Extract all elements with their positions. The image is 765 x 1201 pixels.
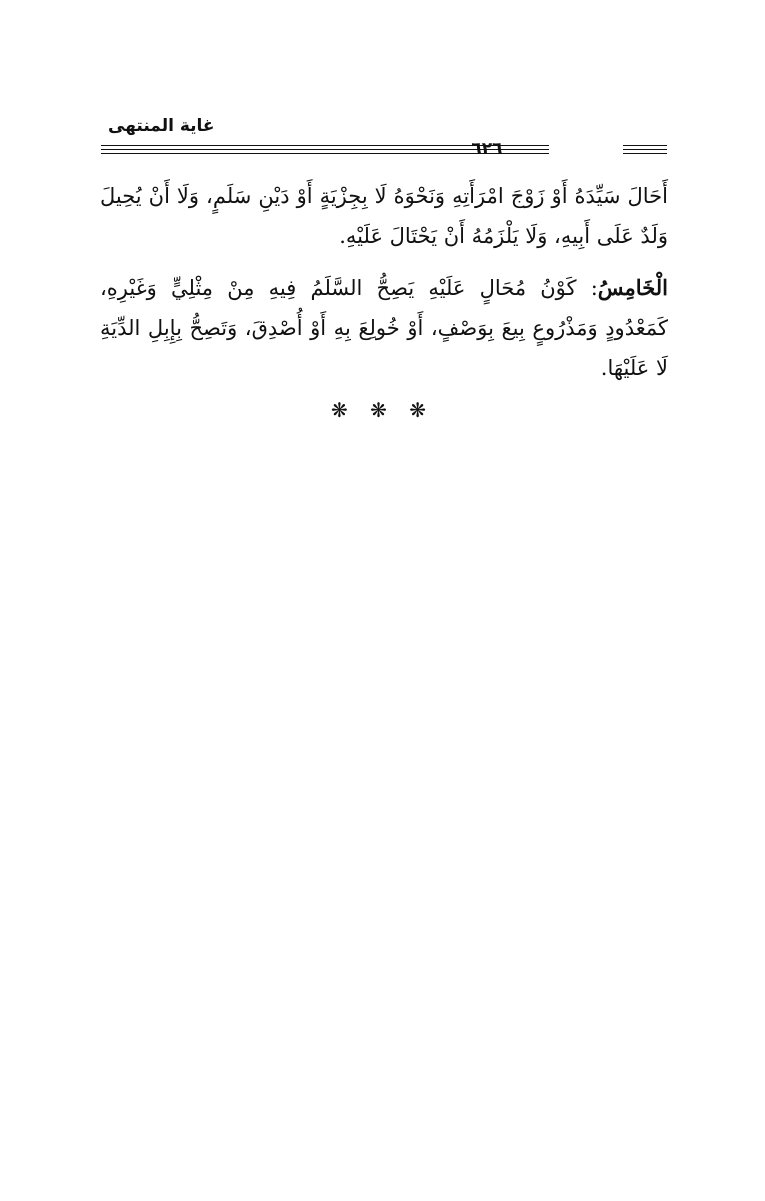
- running-title: غاية المنتهى: [108, 116, 215, 136]
- paragraph-text: أَحَالَ سَيِّدَهُ أَوْ زَوْجَ امْرَأَتِهِ وَنَحْوَهُ لَا بِجِزْيَةٍ أَوْ دَيْنِ سَلَمٍ، وَلَا أَنْ يُحِيلَ وَلَدٌ عَلَى أَبِيهِ، وَلَا يَلْزَمُهُ أَنْ يَحْتَالَ عَلَيْهِ.: [100, 184, 668, 248]
- header-rule: [101, 141, 667, 157]
- header-rule-line: [623, 149, 667, 150]
- header-rule-line: [623, 145, 667, 146]
- section-end-ornament: ❋ ❋ ❋: [331, 398, 434, 422]
- paragraph-text: : كَوْنُ مُحَالٍ عَلَيْهِ يَصِحُّ السَّلَمُ فِيهِ مِنْ مِثْلِيٍّ وَغَيْرِهِ، كَمَعْدُودٍ وَمَذْرُوعٍ بِيعَ بِوَصْفٍ، أَوْ خُولِعَ بِهِ أَوْ أُصْدِقَ، وَتَصِحُّ بِإِبِلِ الدِّيَةِ لَا عَلَيْهَا.: [100, 276, 668, 380]
- paragraph: [100, 268, 668, 388]
- body-text: [100, 176, 668, 388]
- header-rule-line: [623, 153, 667, 154]
- page-number: ٦٢٦: [471, 139, 503, 159]
- paragraph-term: الْخَامِسُ: [597, 275, 668, 300]
- paragraph: [100, 176, 668, 256]
